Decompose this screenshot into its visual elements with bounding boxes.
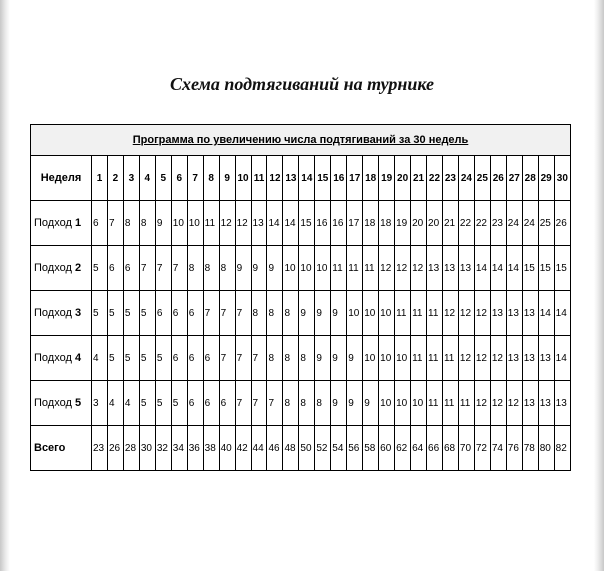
rep-count-cell: 20 xyxy=(411,201,427,246)
rep-count-cell: 4 xyxy=(107,381,123,426)
rep-count-cell: 12 xyxy=(474,381,490,426)
set-row-2 xyxy=(31,246,571,291)
rep-count-cell: 6 xyxy=(187,336,203,381)
rep-count-cell: 15 xyxy=(538,246,554,291)
rep-count-cell: 7 xyxy=(219,291,235,336)
rep-count-cell: 10 xyxy=(379,291,395,336)
rep-count-cell: 12 xyxy=(474,291,490,336)
total-cell: 58 xyxy=(363,426,379,471)
rep-count-cell: 10 xyxy=(347,291,363,336)
rep-count-cell: 6 xyxy=(219,381,235,426)
rep-count-cell: 5 xyxy=(139,291,155,336)
rep-count-cell: 6 xyxy=(123,246,139,291)
rep-count-cell: 9 xyxy=(235,246,251,291)
rep-count-cell: 5 xyxy=(139,381,155,426)
rep-count-cell: 5 xyxy=(107,336,123,381)
rep-count-cell: 13 xyxy=(251,201,267,246)
rep-count-cell: 12 xyxy=(235,201,251,246)
rep-count-cell: 14 xyxy=(267,201,283,246)
rep-count-cell: 5 xyxy=(92,246,108,291)
rep-count-cell: 9 xyxy=(315,291,331,336)
rep-count-cell: 18 xyxy=(363,201,379,246)
total-cell: 80 xyxy=(538,426,554,471)
rep-count-cell: 5 xyxy=(123,336,139,381)
rep-count-cell: 5 xyxy=(107,291,123,336)
rep-count-cell: 13 xyxy=(554,381,570,426)
rep-count-cell: 12 xyxy=(506,381,522,426)
rep-count-cell: 7 xyxy=(139,246,155,291)
table-caption: Программа по увеличению числа подтягиваний за 30 недель xyxy=(31,125,571,156)
week-number: 3 xyxy=(123,156,139,201)
week-number: 24 xyxy=(458,156,474,201)
total-cell: 66 xyxy=(427,426,443,471)
rep-count-cell: 8 xyxy=(283,291,299,336)
week-number: 25 xyxy=(474,156,490,201)
rep-count-cell: 8 xyxy=(283,381,299,426)
total-cell: 28 xyxy=(123,426,139,471)
rep-count-cell: 7 xyxy=(219,336,235,381)
rep-count-cell: 13 xyxy=(538,381,554,426)
rep-count-cell: 14 xyxy=(554,336,570,381)
total-cell: 60 xyxy=(379,426,395,471)
rep-count-cell: 6 xyxy=(203,336,219,381)
rep-count-cell: 22 xyxy=(458,201,474,246)
rep-count-cell: 21 xyxy=(442,201,458,246)
rep-count-cell: 13 xyxy=(458,246,474,291)
rep-count-cell: 12 xyxy=(219,201,235,246)
rep-count-cell: 6 xyxy=(187,291,203,336)
week-number: 10 xyxy=(235,156,251,201)
rep-count-cell: 10 xyxy=(187,201,203,246)
week-number: 12 xyxy=(267,156,283,201)
rep-count-cell: 13 xyxy=(522,381,538,426)
rep-count-cell: 11 xyxy=(442,381,458,426)
rep-count-cell: 8 xyxy=(219,246,235,291)
rep-count-cell: 12 xyxy=(474,336,490,381)
rep-count-cell: 11 xyxy=(395,291,411,336)
rep-count-cell: 10 xyxy=(363,336,379,381)
total-cell: 26 xyxy=(107,426,123,471)
rep-count-cell: 8 xyxy=(267,291,283,336)
document-title: Схема подтягиваний на турнике xyxy=(169,74,435,94)
total-cell: 64 xyxy=(411,426,427,471)
rep-count-cell: 25 xyxy=(538,201,554,246)
rep-count-cell: 16 xyxy=(315,201,331,246)
week-header-label: Неделя xyxy=(31,156,92,201)
week-number: 4 xyxy=(139,156,155,201)
rep-count-cell: 6 xyxy=(107,246,123,291)
rep-count-cell: 13 xyxy=(442,246,458,291)
week-number: 1 xyxy=(92,156,108,201)
total-cell: 76 xyxy=(506,426,522,471)
total-cell: 72 xyxy=(474,426,490,471)
table-caption-row xyxy=(31,125,571,156)
rep-count-cell: 9 xyxy=(347,381,363,426)
rep-count-cell: 8 xyxy=(267,336,283,381)
rep-count-cell: 15 xyxy=(522,246,538,291)
week-number: 5 xyxy=(155,156,171,201)
rep-count-cell: 6 xyxy=(203,381,219,426)
set-row-label xyxy=(31,201,92,246)
set-label-text: Подход xyxy=(34,397,72,409)
set-label-number: 4 xyxy=(74,352,82,364)
rep-count-cell: 9 xyxy=(299,291,315,336)
rep-count-cell: 9 xyxy=(315,336,331,381)
week-number: 19 xyxy=(379,156,395,201)
set-row-label xyxy=(31,336,92,381)
total-cell: 82 xyxy=(554,426,570,471)
week-number: 11 xyxy=(251,156,267,201)
rep-count-cell: 13 xyxy=(522,336,538,381)
rep-count-cell: 9 xyxy=(331,336,347,381)
week-number: 16 xyxy=(331,156,347,201)
rep-count-cell: 10 xyxy=(363,291,379,336)
rep-count-cell: 13 xyxy=(506,336,522,381)
week-number: 18 xyxy=(363,156,379,201)
rep-count-cell: 5 xyxy=(123,291,139,336)
pullup-program-table xyxy=(30,124,571,471)
rep-count-cell: 11 xyxy=(427,336,443,381)
rep-count-cell: 24 xyxy=(522,201,538,246)
rep-count-cell: 13 xyxy=(522,291,538,336)
rep-count-cell: 18 xyxy=(379,201,395,246)
rep-count-cell: 10 xyxy=(171,201,187,246)
total-label: Всего xyxy=(31,426,92,471)
set-label-number: 3 xyxy=(74,307,82,319)
rep-count-cell: 6 xyxy=(187,381,203,426)
rep-count-cell: 6 xyxy=(171,291,187,336)
total-cell: 23 xyxy=(92,426,108,471)
rep-count-cell: 10 xyxy=(395,336,411,381)
rep-count-cell: 10 xyxy=(379,381,395,426)
rep-count-cell: 10 xyxy=(395,381,411,426)
rep-count-cell: 11 xyxy=(411,336,427,381)
rep-count-cell: 12 xyxy=(490,336,506,381)
rep-count-cell: 7 xyxy=(203,291,219,336)
rep-count-cell: 17 xyxy=(347,201,363,246)
rep-count-cell: 10 xyxy=(411,381,427,426)
week-number: 13 xyxy=(283,156,299,201)
rep-count-cell: 12 xyxy=(411,246,427,291)
rep-count-cell: 14 xyxy=(490,246,506,291)
set-row-1 xyxy=(31,201,571,246)
total-cell: 40 xyxy=(219,426,235,471)
week-number: 6 xyxy=(171,156,187,201)
set-label-number: 5 xyxy=(74,397,82,409)
rep-count-cell: 10 xyxy=(283,246,299,291)
set-row-label xyxy=(31,291,92,336)
rep-count-cell: 5 xyxy=(155,381,171,426)
week-number: 21 xyxy=(411,156,427,201)
total-cell: 68 xyxy=(442,426,458,471)
set-label-text: Подход xyxy=(34,262,72,274)
rep-count-cell: 14 xyxy=(554,291,570,336)
rep-count-cell: 20 xyxy=(427,201,443,246)
week-number: 29 xyxy=(538,156,554,201)
week-number: 28 xyxy=(522,156,538,201)
total-cell: 38 xyxy=(203,426,219,471)
rep-count-cell: 10 xyxy=(379,336,395,381)
total-cell: 74 xyxy=(490,426,506,471)
rep-count-cell: 11 xyxy=(203,201,219,246)
rep-count-cell: 22 xyxy=(474,201,490,246)
rep-count-cell: 14 xyxy=(283,201,299,246)
rep-count-cell: 8 xyxy=(203,246,219,291)
rep-count-cell: 12 xyxy=(442,291,458,336)
total-cell: 54 xyxy=(331,426,347,471)
rep-count-cell: 14 xyxy=(506,246,522,291)
rep-count-cell: 8 xyxy=(123,201,139,246)
rep-count-cell: 8 xyxy=(283,336,299,381)
set-label-text: Подход xyxy=(34,307,72,319)
week-number: 22 xyxy=(427,156,443,201)
rep-count-cell: 10 xyxy=(299,246,315,291)
rep-count-cell: 23 xyxy=(490,201,506,246)
rep-count-cell: 9 xyxy=(331,381,347,426)
rep-count-cell: 15 xyxy=(299,201,315,246)
rep-count-cell: 13 xyxy=(427,246,443,291)
rep-count-cell: 7 xyxy=(235,381,251,426)
week-number: 9 xyxy=(219,156,235,201)
rep-count-cell: 7 xyxy=(251,381,267,426)
total-cell: 42 xyxy=(235,426,251,471)
week-number: 17 xyxy=(347,156,363,201)
set-row-label xyxy=(31,381,92,426)
rep-count-cell: 7 xyxy=(107,201,123,246)
rep-count-cell: 11 xyxy=(363,246,379,291)
week-number: 15 xyxy=(315,156,331,201)
week-header-row xyxy=(31,156,571,201)
rep-count-cell: 11 xyxy=(331,246,347,291)
rep-count-cell: 13 xyxy=(490,291,506,336)
rep-count-cell: 12 xyxy=(379,246,395,291)
total-cell: 46 xyxy=(267,426,283,471)
week-number: 27 xyxy=(506,156,522,201)
rep-count-cell: 9 xyxy=(363,381,379,426)
week-number: 2 xyxy=(107,156,123,201)
rep-count-cell: 9 xyxy=(331,291,347,336)
rep-count-cell: 8 xyxy=(315,381,331,426)
rep-count-cell: 4 xyxy=(123,381,139,426)
rep-count-cell: 11 xyxy=(427,381,443,426)
rep-count-cell: 19 xyxy=(395,201,411,246)
total-cell: 44 xyxy=(251,426,267,471)
rep-count-cell: 7 xyxy=(155,246,171,291)
rep-count-cell: 5 xyxy=(171,381,187,426)
rep-count-cell: 7 xyxy=(251,336,267,381)
total-cell: 34 xyxy=(171,426,187,471)
rep-count-cell: 5 xyxy=(155,336,171,381)
rep-count-cell: 24 xyxy=(506,201,522,246)
rep-count-cell: 8 xyxy=(187,246,203,291)
total-cell: 30 xyxy=(139,426,155,471)
set-label-number: 2 xyxy=(74,262,82,274)
rep-count-cell: 7 xyxy=(171,246,187,291)
set-label-text: Подход xyxy=(34,352,72,364)
total-cell: 78 xyxy=(522,426,538,471)
rep-count-cell: 9 xyxy=(347,336,363,381)
rep-count-cell: 8 xyxy=(299,336,315,381)
rep-count-cell: 9 xyxy=(267,246,283,291)
rep-count-cell: 12 xyxy=(490,381,506,426)
rep-count-cell: 16 xyxy=(331,201,347,246)
set-row-3 xyxy=(31,291,571,336)
rep-count-cell: 11 xyxy=(411,291,427,336)
total-cell: 62 xyxy=(395,426,411,471)
week-number: 8 xyxy=(203,156,219,201)
rep-count-cell: 8 xyxy=(251,291,267,336)
rep-count-cell: 4 xyxy=(92,336,108,381)
rep-count-cell: 8 xyxy=(139,201,155,246)
rep-count-cell: 11 xyxy=(442,336,458,381)
week-number: 14 xyxy=(299,156,315,201)
week-number: 20 xyxy=(395,156,411,201)
rep-count-cell: 14 xyxy=(474,246,490,291)
rep-count-cell: 6 xyxy=(155,291,171,336)
total-row xyxy=(31,426,571,471)
total-cell: 52 xyxy=(315,426,331,471)
total-cell: 32 xyxy=(155,426,171,471)
rep-count-cell: 9 xyxy=(155,201,171,246)
rep-count-cell: 8 xyxy=(299,381,315,426)
rep-count-cell: 11 xyxy=(347,246,363,291)
rep-count-cell: 15 xyxy=(554,246,570,291)
rep-count-cell: 3 xyxy=(92,381,108,426)
rep-count-cell: 11 xyxy=(458,381,474,426)
rep-count-cell: 9 xyxy=(251,246,267,291)
rep-count-cell: 14 xyxy=(538,291,554,336)
set-label-number: 1 xyxy=(74,217,82,229)
rep-count-cell: 12 xyxy=(458,336,474,381)
rep-count-cell: 5 xyxy=(92,291,108,336)
rep-count-cell: 13 xyxy=(538,336,554,381)
set-row-4 xyxy=(31,336,571,381)
set-row-5 xyxy=(31,381,571,426)
set-label-text: Подход xyxy=(34,217,72,229)
rep-count-cell: 5 xyxy=(139,336,155,381)
total-cell: 70 xyxy=(458,426,474,471)
rep-count-cell: 12 xyxy=(395,246,411,291)
total-cell: 56 xyxy=(347,426,363,471)
rep-count-cell: 6 xyxy=(92,201,108,246)
week-number: 23 xyxy=(442,156,458,201)
rep-count-cell: 13 xyxy=(506,291,522,336)
rep-count-cell: 10 xyxy=(315,246,331,291)
rep-count-cell: 7 xyxy=(235,336,251,381)
rep-count-cell: 7 xyxy=(267,381,283,426)
rep-count-cell: 7 xyxy=(235,291,251,336)
week-number: 26 xyxy=(490,156,506,201)
week-number: 7 xyxy=(187,156,203,201)
rep-count-cell: 26 xyxy=(554,201,570,246)
total-cell: 48 xyxy=(283,426,299,471)
total-cell: 50 xyxy=(299,426,315,471)
set-row-label xyxy=(31,246,92,291)
rep-count-cell: 6 xyxy=(171,336,187,381)
total-cell: 36 xyxy=(187,426,203,471)
rep-count-cell: 11 xyxy=(427,291,443,336)
week-number: 30 xyxy=(554,156,570,201)
rep-count-cell: 12 xyxy=(458,291,474,336)
